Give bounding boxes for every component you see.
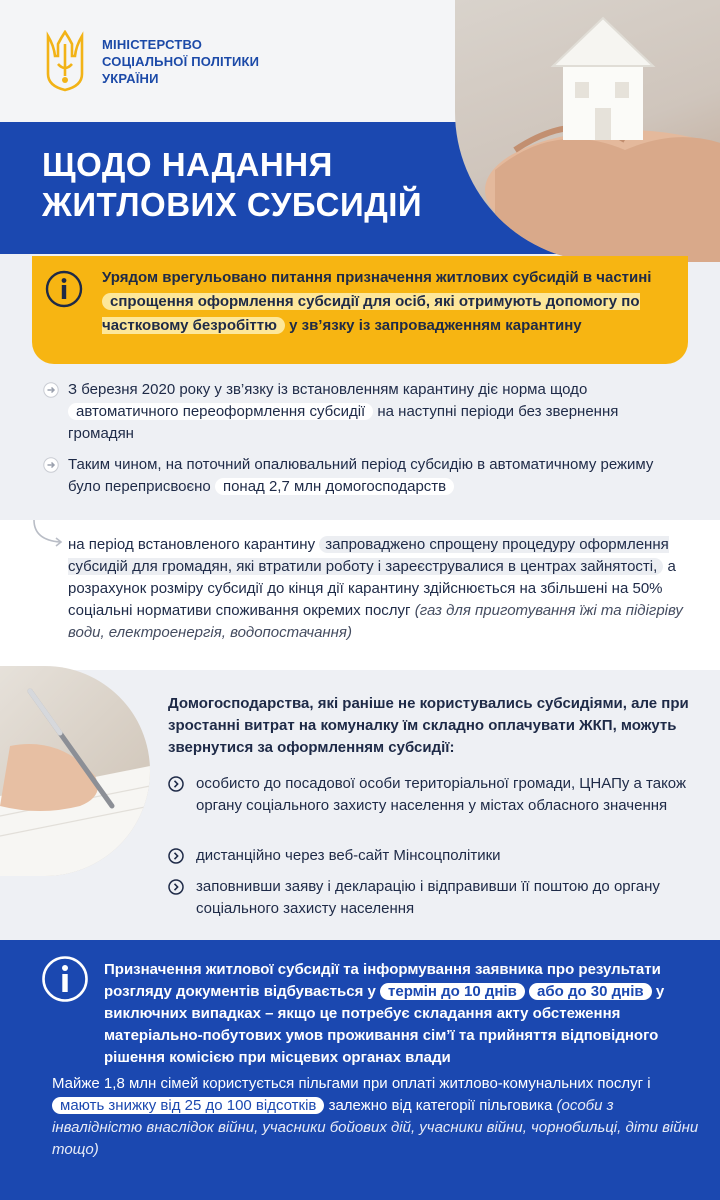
ministry-name	[102, 36, 259, 87]
arrow-right-icon	[43, 457, 59, 473]
title-line: ЖИТЛОВИХ СУБСИДІЙ	[42, 186, 423, 223]
arrow-right-icon	[43, 382, 59, 398]
quarantine-highlight: запроваджено спрощену процедуру оформлення субсидій для громадян, які втратили роботу і зареєструвалися в центрах зайнятості,	[68, 536, 669, 575]
fact-highlight: автоматичного переоформлення субсидії	[68, 403, 373, 420]
ministry-line: МІНІСТЕРСТВО	[102, 37, 203, 52]
processing-text	[104, 959, 704, 1069]
apply-option-text: заповнивши заяву і декларацію і відправивши її поштою до органу соціального захисту населення	[196, 878, 660, 917]
apply-option-text: дистанційно через веб-сайт Мінсоцполітики	[196, 847, 501, 864]
trident-logo	[42, 30, 88, 92]
benefits-part: залежно від категорії пільговика	[328, 1097, 553, 1114]
info-icon	[44, 269, 84, 309]
term-highlight: термін до 10 днів	[380, 983, 525, 1000]
chevron-right-icon	[168, 879, 184, 895]
ministry-line: СОЦІАЛЬНОЇ ПОЛІТИКИ	[102, 54, 260, 69]
title-line: ЩОДО НАДАННЯ	[42, 146, 333, 183]
page-title	[42, 145, 422, 225]
notice-highlight: спрощення оформлення субсидії для осіб, які отримують допомогу по частковому безробіттю	[102, 293, 640, 334]
term-highlight: або до 30 днів	[529, 983, 652, 1000]
ministry-line: УКРАЇНИ	[102, 71, 159, 86]
quarantine-text	[68, 534, 694, 644]
chevron-right-icon	[168, 776, 184, 792]
quarantine-part: на період встановленого карантину	[68, 536, 316, 553]
apply-heading: Домогосподарства, які раніше не користувались субсидіями, але при зростанні витрат на комуналку їм складно оплачувати ЖКП, можуть звернутися за оформленням субсидії:	[168, 695, 689, 756]
chevron-right-icon	[168, 848, 184, 864]
processing-part: у виключних випадках – якщо це потребує складання акту обстеження матеріально-побутових умов проживання сім’ї та прийняття відповідного рішення комісією при місцевих органах влади	[104, 983, 665, 1066]
fact-highlight: понад 2,7 млн домогосподарств	[215, 478, 454, 495]
apply-option-text: особисто до посадової особи територіальної громади, ЦНАПу а також органу соціального захисту населення у містах обласного значення	[196, 775, 687, 814]
quarantine-part: а розрахунок розміру субсидії до кінця дії карантину здійснюється на збільшені на 50% соціальні нормативи споживання окремих послуг	[68, 558, 676, 619]
benefits-highlight: мають знижку від 25 до 100 відсотків	[52, 1097, 324, 1114]
info-icon	[40, 954, 90, 1004]
notice-part: у зв’язку із запровадженням карантину	[289, 317, 582, 334]
fact-text: на наступні періоди без звернення громадян	[68, 403, 619, 442]
benefits-note: (особи з інвалідністю внаслідок війни, учасники бойових дій, учасники війни, чорнобильці, діти війни тощо)	[52, 1097, 699, 1158]
benefits-part: Майже 1,8 млн сімей користується пільгами при оплаті житлово-комунальних послуг і	[52, 1075, 651, 1092]
quarantine-note: (газ для приготування їжі та підігріву води, електроенергія, водопостачання)	[68, 602, 683, 641]
notice-part: Урядом врегульовано питання призначення житлових субсидій в частині	[102, 269, 652, 286]
fact-text: З березня 2020 року у зв’язку із встановленням карантину діє норма щодо	[68, 381, 588, 398]
processing-part: Призначення житлової субсидії та інформування заявника про результати розгляду документів відбувається у	[104, 961, 661, 1000]
fact-text: Таким чином, на поточний опалювальний період субсидію в автоматичному режиму було переприсвоєно	[68, 456, 654, 495]
notice-text	[102, 266, 662, 338]
benefits-text	[52, 1073, 702, 1161]
